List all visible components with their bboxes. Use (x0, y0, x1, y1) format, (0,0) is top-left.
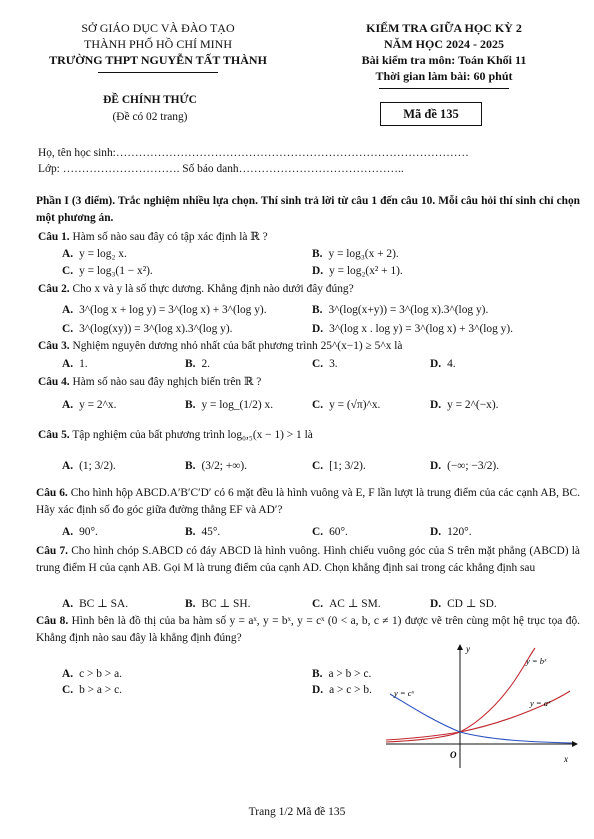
school-header (38, 20, 278, 73)
curve-a-label: y = aˣ (530, 698, 551, 708)
curve-c-label: y = cˣ (394, 688, 414, 698)
q3-option-c[interactable]: C. 3. (312, 358, 338, 370)
q4-option-d[interactable]: D. y = 2^(−x). (430, 399, 499, 411)
q2-option-a[interactable]: A. 3^(log x + log y) = 3^(log x) + 3^(log y). (62, 304, 267, 316)
q2-option-c[interactable]: C. 3^(log(xy)) = 3^(log x).3^(log y). (62, 323, 233, 335)
q3-option-b[interactable]: B. 2. (185, 358, 210, 370)
q5-option-b[interactable]: B. (3/2; +∞). (185, 460, 247, 472)
q4-option-b[interactable]: B. y = log_(1/2) x. (185, 399, 274, 411)
q1-option-b[interactable]: B. y = log₃(x + 2). (312, 248, 399, 260)
q1-option-d[interactable]: D. y = log₂(x² + 1). (312, 265, 403, 277)
question-2: Câu 2. Cho x và y là số thực dương. Khẳng định nào dưới đây đúng? (38, 283, 354, 295)
official-label: ĐỀ CHÍNH THỨC (103, 94, 197, 106)
q7-option-d[interactable]: D. CD ⊥ SD. (430, 598, 497, 610)
school-year: NĂM HỌC 2024 - 2025 (384, 37, 504, 51)
exam-title: KIỂM TRA GIỮA HỌC KỲ 2 (366, 21, 522, 35)
exam-code-box: Mã đề 135 (380, 102, 482, 126)
department-name: SỞ GIÁO DỤC VÀ ĐÀO TẠO (81, 21, 235, 35)
y-axis-label: y (466, 644, 470, 654)
pages-note: (Đề có 02 trang) (112, 111, 188, 123)
y-axis-arrow (457, 644, 463, 650)
q4-option-c[interactable]: C. y = (√π)^x. (312, 399, 381, 411)
q7-option-c[interactable]: C. AC ⊥ SM. (312, 598, 381, 610)
q2-option-b[interactable]: B. 3^(log(x+y)) = 3^(log x).3^(log y). (312, 304, 489, 316)
part1-title: Phần I (3 điểm). Trắc nghiệm nhiều lựa chọn. Thí sinh trả lời từ câu 1 đến câu 10. Mỗi câu hỏi thí sinh chỉ chọn một phương án. (36, 195, 580, 224)
q2-option-d[interactable]: D. 3^(log x . log y) = 3^(log x) + 3^(log y). (312, 323, 513, 335)
q6-option-a[interactable]: A. 90°. (62, 526, 98, 538)
q6-option-c[interactable]: C. 60°. (312, 526, 348, 538)
question-4: Câu 4. Hàm số nào sau đây nghịch biến trên ℝ ? (38, 376, 262, 388)
q6-option-d[interactable]: D. 120°. (430, 526, 472, 538)
q8-option-d[interactable]: D. a > c > b. (312, 684, 372, 696)
q3-option-d[interactable]: D. 4. (430, 358, 456, 370)
q1-option-c[interactable]: C. y = log₃(1 − x²). (62, 265, 153, 277)
city-name: THÀNH PHỐ HỒ CHÍ MINH (84, 37, 232, 51)
student-name-line: Họ, tên học sinh:………………………………………………………………………………… (38, 147, 469, 159)
q7-option-b[interactable]: B. BC ⊥ SH. (185, 598, 251, 610)
duration: Thời gian làm bài: 60 phút (375, 69, 513, 83)
question-3: Câu 3. Nghiệm nguyên dương nhỏ nhất của bất phương trình 25^(x−1) ≥ 5^x là (38, 340, 403, 352)
q1-label: Câu 1. (38, 231, 70, 243)
q5-option-d[interactable]: D. (−∞; −3/2). (430, 460, 500, 472)
student-class-line: Lớp: …………………………. Số báo danh…………………………………….. (38, 163, 404, 175)
exam-header (312, 20, 576, 89)
q4-option-a[interactable]: A. y = 2^x. (62, 399, 117, 411)
curve-b-label: y = bˣ (526, 656, 547, 666)
school-name: TRƯỜNG THPT NGUYỄN TẤT THÀNH (49, 53, 267, 67)
header-left-rule (98, 72, 218, 73)
q6-option-b[interactable]: B. 45°. (185, 526, 221, 538)
q1-text: Hàm số nào sau đây có tập xác định là ℝ ? (72, 231, 268, 243)
subject: Bài kiểm tra môn: Toán Khối 11 (361, 53, 527, 67)
q5-option-a[interactable]: A. (1; 3/2). (62, 460, 116, 472)
q8-option-c[interactable]: C. b > a > c. (62, 684, 122, 696)
header-right-rule (379, 88, 509, 89)
official-block (70, 92, 230, 126)
q7-option-a[interactable]: A. BC ⊥ SA. (62, 598, 129, 610)
q1-option-a[interactable]: A. y = log₂ x. (62, 248, 127, 260)
exponential-graph (380, 640, 580, 772)
question-5: Câu 5. Tập nghiệm của bất phương trình log₀,₅(x − 1) > 1 là (38, 429, 313, 441)
x-axis-label: x (564, 754, 568, 764)
page-footer: Trang 1/2 Mã đề 135 (248, 806, 346, 818)
q5-option-c[interactable]: C. [1; 3/2). (312, 460, 366, 472)
q8-option-b[interactable]: B. a > b > c. (312, 668, 372, 680)
question-7: Câu 7. Cho hình chóp S.ABCD có đáy ABCD là hình vuông. Hình chiếu vuông góc của S trên mặt phẳng (ABCD) là trung điểm H của cạnh AB. Gọi M là trung điểm của cạnh AD. Chọn khẳng định sai trong các khẳng định sau (36, 545, 580, 574)
q3-option-a[interactable]: A. 1. (62, 358, 88, 370)
x-axis-arrow (572, 741, 578, 747)
q8-option-a[interactable]: A. c > b > a. (62, 668, 122, 680)
question-6: Câu 6. Cho hình hộp ABCD.A′B′C′D′ có 6 mặt đều là hình vuông và E, F lần lượt là trung điểm của các cạnh AB, BC. Hãy xác định số đo góc giữa đường thẳng EF và AD′? (36, 487, 580, 516)
origin-label: O (450, 750, 457, 760)
question-8: Câu 8. Hình bên là đồ thị của ba hàm số y = aˣ, y = bˣ, y = cˣ (0 < a, b, c ≠ 1) được vẽ trên cùng một hệ trục tọa độ. Khẳng định nào sau đây là khẳng định đúng? (36, 615, 580, 644)
question-1 (38, 230, 578, 245)
